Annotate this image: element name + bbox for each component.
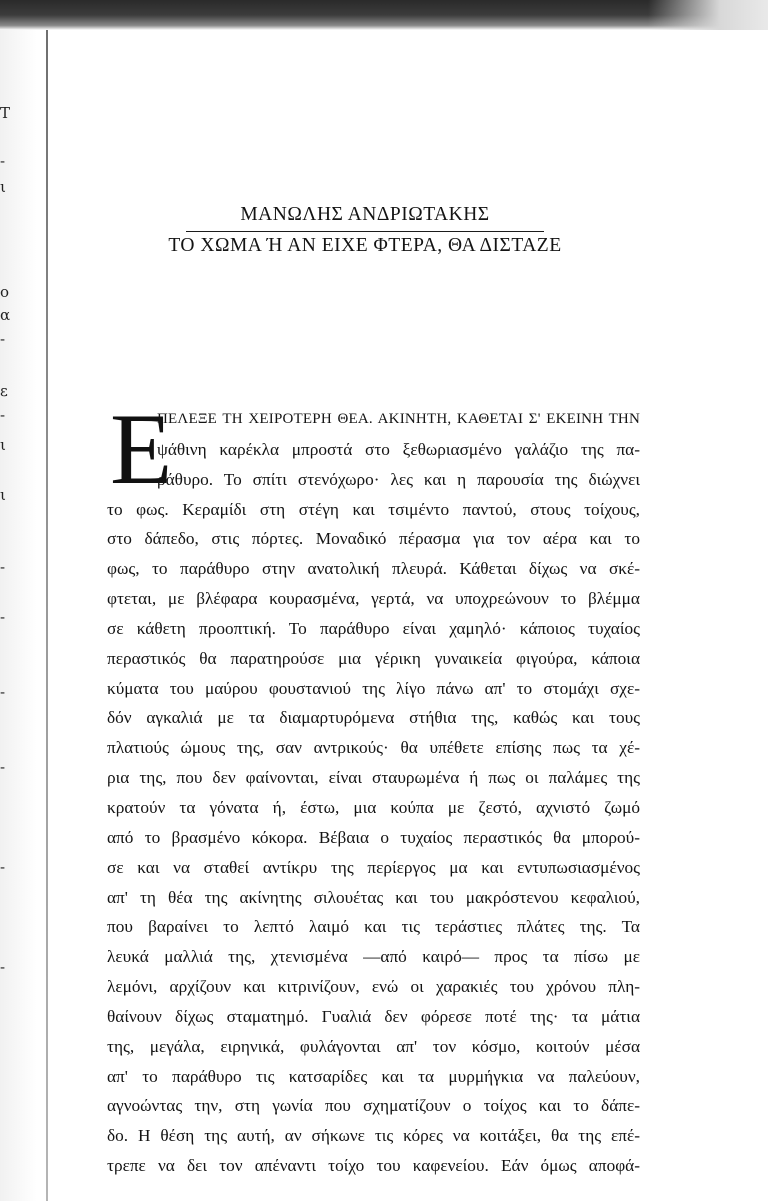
margin-mark: ι [0,486,6,504]
text-line: από το βρασμένο κόκορα. Βέβαια ο τυχαίος περαστικός θα μπορού- [107,827,640,847]
page-gutter [46,30,48,1201]
text-line: στο δάπεδο, στις πόρτες. Μοναδικό πέρασμα για τον αέρα και το [107,529,640,549]
margin-mark: - [0,858,6,876]
margin-mark: - [0,758,6,776]
text-line: της, μεγάλα, ειρηνικά, φυλάγονται απ' τον κόσμο, κοιτούν μέσα [107,1036,640,1056]
text-line: θαίνουν δίχως σταματημό. Γυαλιά δεν φόρεσε ποτέ της· τα μάτια [107,1006,640,1026]
text-line: λεμόνι, αρχίζουν και κιτρινίζουν, ενώ οι χαρακιές του χρόνου πλη- [107,977,640,997]
scan-top-shadow [0,0,768,30]
text-line: σε κάθετη προοπτική. Το παράθυρο είναι χαμηλό· κάποιος τυχαίος [107,618,640,638]
article-header [186,204,544,232]
text-line: σε και να σταθεί αντίκρυ της περίεργος μα και εντυπωσιασμένος [107,857,640,877]
text-line: δο. Η θέση της αυτή, αν σήκωνε τις κόρες να κοιτάξει, θα της επέ- [107,1126,640,1146]
text-line: το φως. Κεραμίδι στη στέγη και τσιμέντο παντού, στους τοίχους, [107,499,640,519]
margin-mark: - [0,608,6,626]
margin-mark: α [0,306,11,324]
margin-mark: ε [0,382,8,400]
text-line: τρεπε να δει τον απέναντι τοίχο του καφενείου. Εάν όμως αποφά- [107,1156,640,1176]
margin-mark: - [0,406,6,424]
text-line: ψάθινη καρέκλα μπροστά στο ξεθωριασμένο γαλάζιο της πα- [157,439,640,459]
text-line: απ' το παράθυρο τις κατσαρίδες και τα μυρμήγκια να παλεύουν, [107,1066,640,1086]
body-text [107,393,640,1181]
text-line: αγνοώντας την, στη γωνία που σχηματίζουν ο τοίχος και το δάπε- [107,1096,640,1116]
text-line: ρια της, που δεν φαίνονται, είναι σταυρωμένα ή πως οι παλάμες της [107,768,640,788]
text-line: φως, το παράθυρο στην ανατολική πλευρά. Κάθεται δίχως να σκέ- [107,559,640,579]
margin-mark: - [0,152,6,170]
margin-mark: - [0,958,6,976]
text-line: ράθυρο. Το σπίτι στενόχωρο· λες και η παρουσία της διώχνει [157,469,640,489]
margin-mark: - [0,330,6,348]
margin-mark: ι [0,436,6,454]
text-line: κρατούν τα γόνατα ή, έστω, μια κούπα με ζεστό, αχνιστό ζωμό [107,797,640,817]
text-line: λευκά μαλλιά της, χτενισμένα —από καιρό— προς τα πίσω με [107,947,640,967]
margin-mark: ο [0,283,10,301]
margin-mark: ι [0,178,6,196]
header-rule [186,231,544,232]
text-line: κύματα του μαύρου φουστανιού της λίγο πάνω απ' το στομάχι σχε- [107,678,640,698]
text-line: περαστικός θα παρατηρούσε μια γέρικη γυναικεία φιγούρα, κάποια [107,648,640,668]
text-line: που βαραίνει το λεπτό λαιμό και τις τεράστιες πλάτες της. Τα [107,917,640,937]
text-line: φτεται, με βλέφαρα κουρασμένα, γερτά, να υποχρεώνουν το βλέμμα [107,589,640,609]
text-line: δόν αγκαλιά με τα διαμαρτυρόμενα στήθια της, καθώς και τους [107,708,640,728]
text-line: πλατιούς ώμους της, σαν αντρικούς· θα υπέθετε επίσης πως τα χέ- [107,738,640,758]
text-line: ΠΕΛΕΞΕ ΤΗ ΧΕΙΡΟΤΕΡΗ ΘΕΑ. ΑΚΙΝΗΤΗ, ΚΑΘΕΤΑΙ Σ' ΕΚΕΙΝΗ ΤΗΝ [157,411,640,427]
text-line: απ' τη θέα της ακίνητης σιλουέτας και του μακρόστενου κεφαλιού, [107,887,640,907]
margin-mark: - [0,558,6,576]
drop-cap: Ε [110,393,173,506]
margin-mark: - [0,683,6,701]
author-name: ΜΑΝΩΛΗΣ ΑΝΔΡΙΩΤΑΚΗΣ [240,204,490,225]
margin-mark: T [0,104,11,122]
story-title: ΤΟ ΧΩΜΑ Ή ΑΝ ΕΙΧΕ ΦΤΕΡΑ, ΘΑ ΔΙΣΤΑΖΕ [168,235,562,256]
adjacent-page-strip [0,30,46,1201]
